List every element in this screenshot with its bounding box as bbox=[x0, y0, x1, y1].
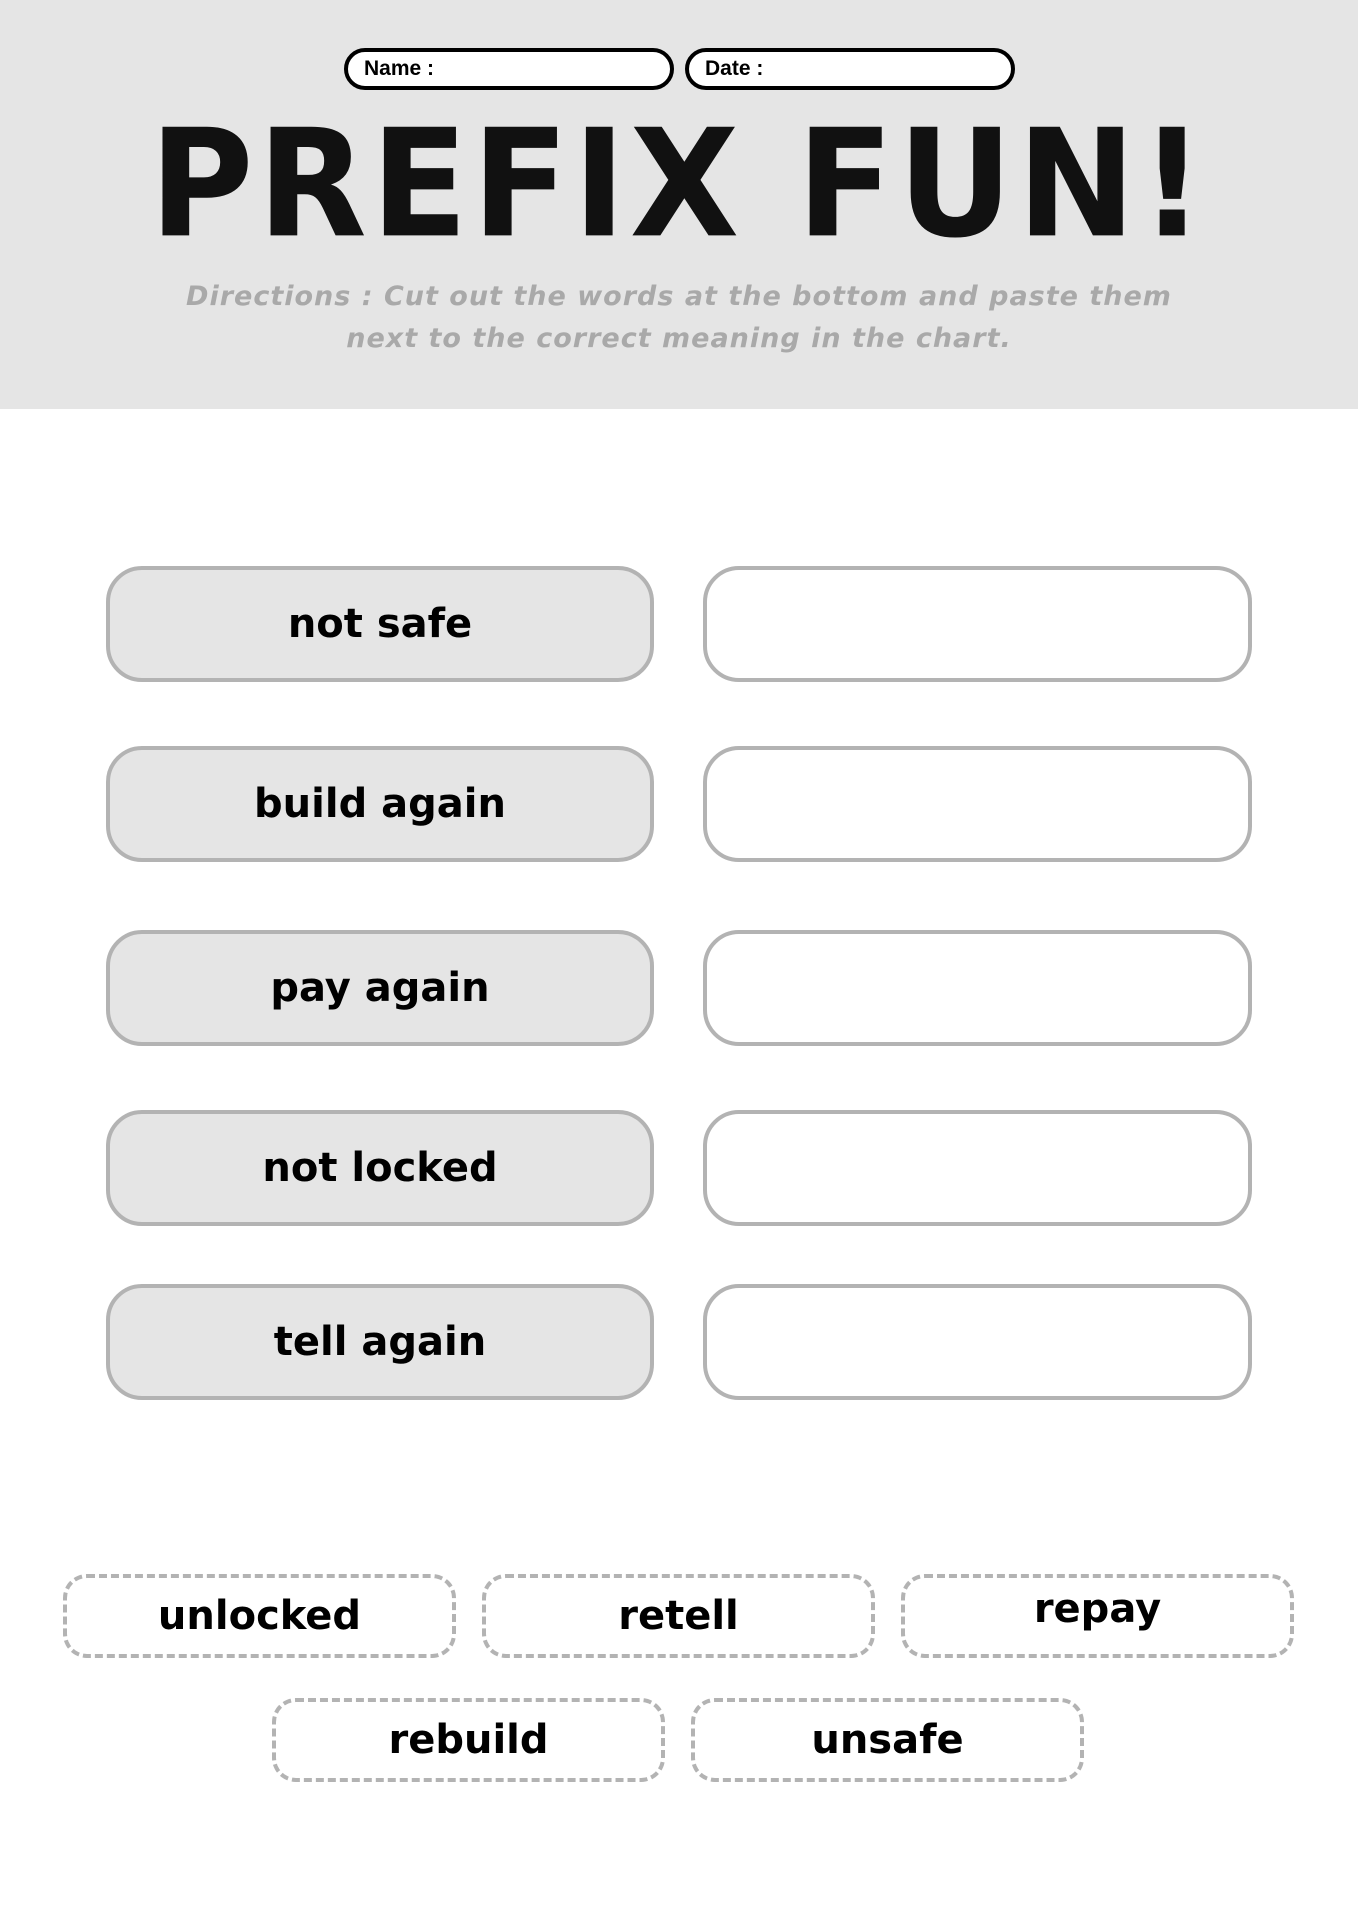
answer-box-3[interactable] bbox=[703, 930, 1252, 1046]
cutout-word-unlocked[interactable]: unlocked bbox=[63, 1574, 456, 1658]
cutout-word-retell[interactable]: retell bbox=[482, 1574, 875, 1658]
page-title: PREFIX FUN! bbox=[149, 97, 1209, 272]
cutout-word-unsafe[interactable]: unsafe bbox=[691, 1698, 1084, 1782]
answer-box-2[interactable] bbox=[703, 746, 1252, 862]
header-panel bbox=[0, 0, 1358, 409]
name-field[interactable] bbox=[344, 48, 674, 90]
directions-text: Directions : Cut out the words at the bottom and paste them next to the correct meaning in the chart. bbox=[186, 281, 1172, 354]
cutout-word-repay[interactable]: repay bbox=[901, 1574, 1294, 1658]
meaning-tell-again: tell again bbox=[106, 1284, 654, 1400]
answer-box-4[interactable] bbox=[703, 1110, 1252, 1226]
answer-box-1[interactable] bbox=[703, 566, 1252, 682]
meaning-not-safe: not safe bbox=[106, 566, 654, 682]
date-label: Date : bbox=[705, 57, 764, 80]
meaning-pay-again: pay again bbox=[106, 930, 654, 1046]
meaning-not-locked: not locked bbox=[106, 1110, 654, 1226]
name-label: Name : bbox=[364, 57, 435, 80]
meaning-build-again: build again bbox=[106, 746, 654, 862]
date-field[interactable] bbox=[685, 48, 1015, 90]
answer-box-5[interactable] bbox=[703, 1284, 1252, 1400]
cutout-word-rebuild[interactable]: rebuild bbox=[272, 1698, 665, 1782]
